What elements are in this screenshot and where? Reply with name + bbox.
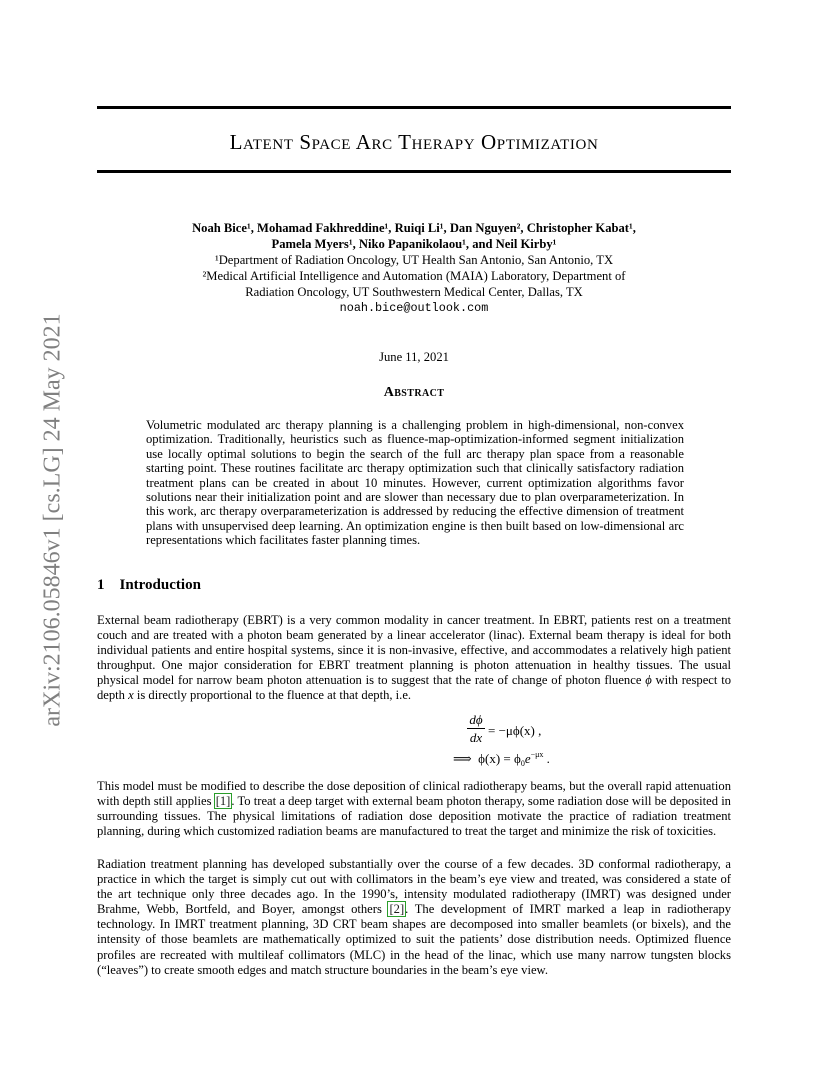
- abstract-heading: Abstract: [383, 385, 445, 400]
- fraction-bar: [467, 728, 485, 729]
- affiliation-1: ¹Department of Radiation Oncology, UT Health San Antonio, San Antonio, TX: [214, 253, 614, 267]
- affiliation-2-line-2: Radiation Oncology, UT Southwestern Medical Center, Dallas, TX: [245, 285, 583, 299]
- section-number: 1: [97, 577, 105, 593]
- paper-title: Latent Space Arc Therapy Optimization: [229, 130, 599, 154]
- author-list-line-1: Noah Bice¹, Mohamad Fakhreddine¹, Ruiqi Li¹, Dan Nguyen², Christopher Kabat¹,: [192, 221, 636, 235]
- p2-text-b: . To treat a deep target with external beam photon therapy, some radiation dose will be deposited in surrounding tissues. The physical limitations of radiation dose deposition motivate the practice of radiation treatment planning, during which customized radiation beams are manufactured to treat the target and minimize the risk of toxicities.: [97, 794, 731, 839]
- fraction-numerator: dϕ: [469, 712, 483, 727]
- equation-line-1-rhs: = −μϕ(x) ,: [488, 723, 542, 738]
- p3-text-a: Radiation treatment planning has developed substantially over the course of a few decades. 3D conformal radiotherapy, a practice in which the target is simply cut out with collimators in the beam’s eye view and treated, was considered a state of the art technique only three decades ago. In the 1990’s, intensity modulated radiotherapy (IMRT) was designed under Brahme, Webb, Bortfeld, and Boyer, amongst others: [97, 857, 731, 917]
- attenuation-equation: [97, 712, 731, 772]
- intro-paragraph-3: [97, 857, 731, 978]
- affiliation-2-line-1: ²Medical Artificial Intelligence and Automation (MAIA) Laboratory, Department of: [202, 269, 626, 283]
- fraction-denominator: dx: [469, 730, 483, 745]
- section-title: Introduction: [119, 577, 201, 593]
- implies-symbol: ⟹: [453, 751, 472, 766]
- p1-text-c: is directly proportional to the fluence at that depth, i.e.: [133, 688, 412, 703]
- derivative-fraction: [467, 712, 485, 745]
- citation-link-1[interactable]: [1]: [215, 794, 231, 809]
- citation-link-2[interactable]: [2]: [389, 902, 405, 917]
- p1-text-a: External beam radiotherapy (EBRT) is a very common modality in cancer treatment. In EBRT, patients rest on a treatment couch and are treated with a photon beam generated by a linear accelerator (linac). External beam therapy is ideal for both individual patients and entire hospital systems, since it is non-invasive, effective, and accommodates a relatively high patient throughput. One major consideration for EBRT treatment planning is photon attenuation in healthy tissues. The usual physical model for narrow beam photon attenuation is to suggest that the rate of change of photon fluence: [97, 613, 731, 688]
- author-block: [97, 220, 731, 316]
- paper-date: June 11, 2021: [379, 350, 449, 364]
- p1-text-b: with respect to depth: [97, 673, 731, 703]
- intro-paragraph-1: [97, 613, 731, 704]
- equation-end: .: [543, 751, 550, 766]
- author-email: noah.bice@outlook.com: [339, 301, 489, 315]
- abstract-text: Volumetric modulated arc therapy planning is a challenging problem in high-dimensional, non-convex optimization. Traditionally, heuristics such as fluence-map-optimization-informed segment initialization use locally optimal solutions to begin the search of the full arc therapy plan space from a reasonable starting point. These routines facilitate arc therapy optimization such that clinically satisfactory radiation treatment plans can be created in about 10 minutes. However, current optimization algorithms favor solutions near their initialization point and are slower than necessary due to plan overparameterization. In this work, arc therapy overparameterization is addressed by reducing the effective dimension of treatment plans with unsupervised deep learning. An optimization engine is then built based on low-dimensional arc representations which facilitates faster planning times.: [146, 418, 684, 548]
- p1-symbol-x: x: [128, 688, 134, 703]
- p1-symbol-phi: ϕ: [645, 673, 652, 688]
- title-rule-top: [97, 106, 731, 109]
- section-heading-introduction: [97, 577, 201, 594]
- p3-text-b: . The development of IMRT marked a leap in radiotherapy technology. In IMRT treatment planning, 3D CRT beam shapes are decomposed into smaller beamlets (or bixels), and the intensity of those beamlets are mathematically optimized to suit the patients’ dose distribution needs. Optimized fluence profiles are recreated with multileaf collimators (MLC) in the head of the linac, which use many narrow tungsten blocks (“leaves”) to create smooth edges and match structure boundaries in the beam’s eye view.: [97, 902, 732, 977]
- exponential-e: e: [524, 751, 531, 766]
- intro-paragraph-2: [97, 779, 731, 839]
- p2-text-a: This model must be modified to describe the dose deposition of clinical radiotherapy beams, but the overall rapid attenuation with depth still applies: [97, 779, 731, 809]
- subscript-zero: 0: [520, 759, 525, 768]
- equation-line-2-lhs: ϕ(x) = ϕ: [478, 751, 521, 766]
- author-list-line-2: Pamela Myers¹, Niko Papanikolaou¹, and Neil Kirby¹: [271, 237, 557, 251]
- equation-line-2: [453, 751, 550, 767]
- exponent: −μx: [530, 750, 544, 759]
- arxiv-sidebar-stamp: arXiv:2106.05846v1 [cs.LG] 24 May 2021: [39, 313, 66, 727]
- title-rule-bottom: [97, 170, 731, 173]
